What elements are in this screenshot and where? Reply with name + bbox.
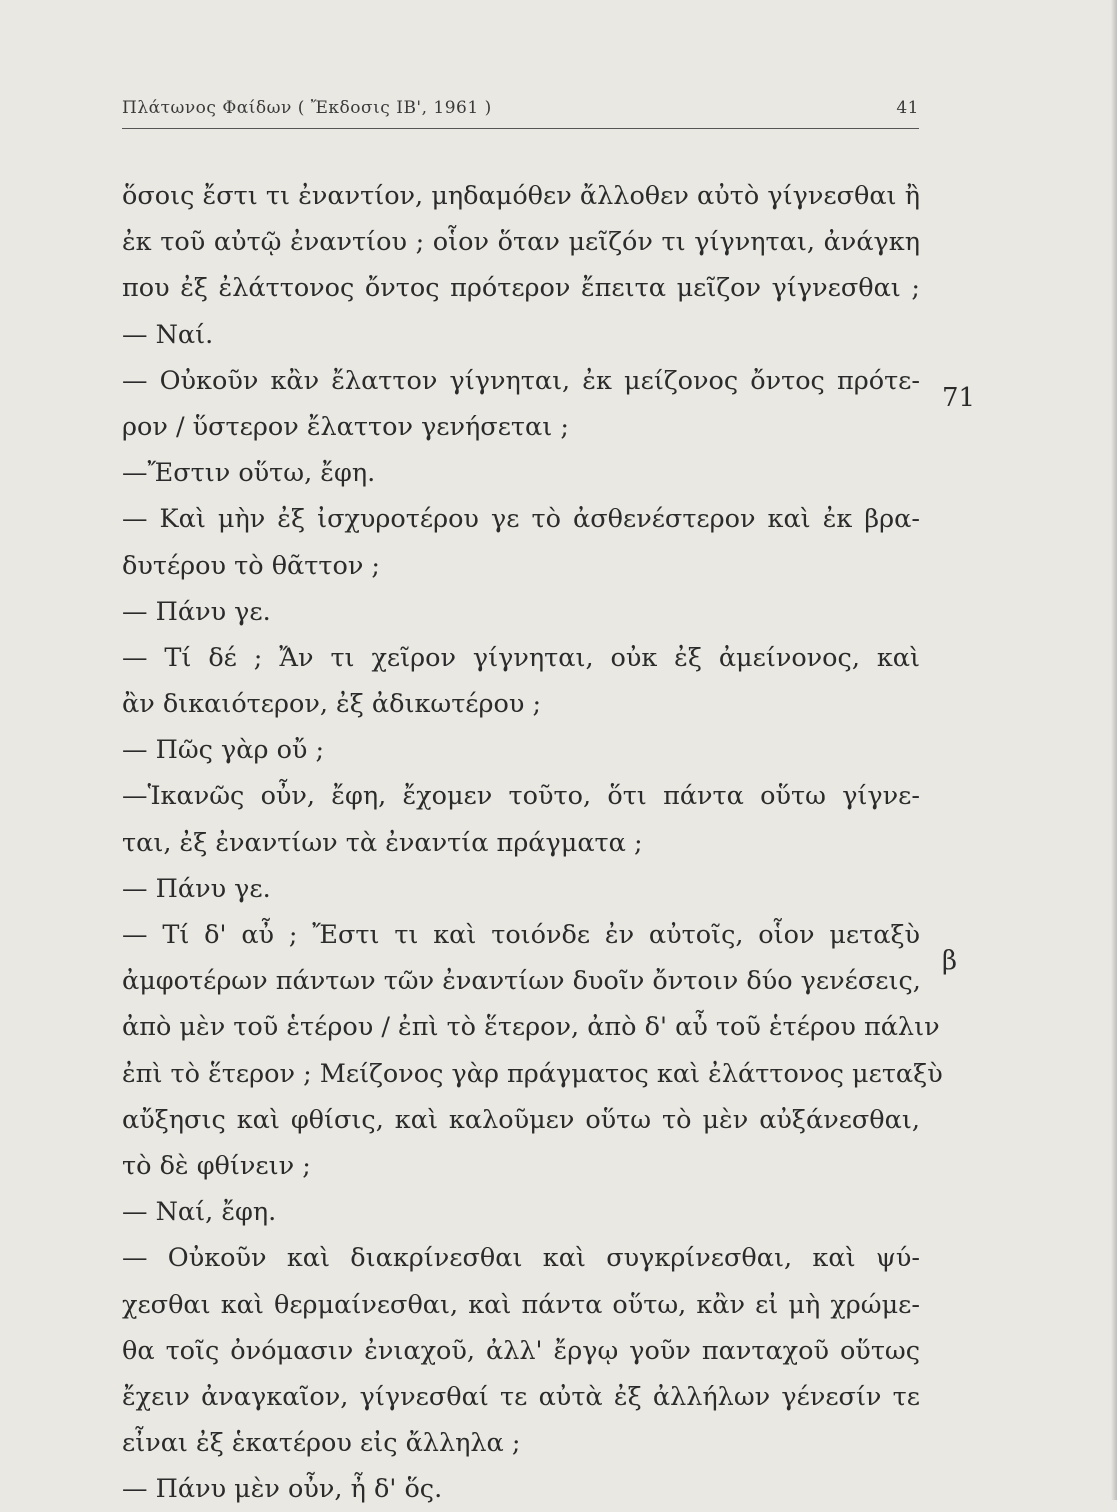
text-line: — Τί δ' αὖ ; Ἔστι τι καὶ τοιόνδε ἐν αὐτοῖς, οἷον μεταξὺ — [122, 920, 920, 950]
text-line: — Οὐκοῦν κἂν ἔλαττον γίγνηται, ἐκ μείζονος ὄντος πρότε- — [122, 365, 920, 396]
text-line: θα τοῖς ὀνόμασιν ἐνιαχοῦ, ἀλλ' ἔργῳ γοῦν πανταχοῦ οὕτως — [122, 1335, 920, 1366]
text-line: ἀπὸ μὲν τοῦ ἑτέρου / ἐπὶ τὸ ἕτερον, ἀπὸ δ' αὖ τοῦ ἑτέρου πάλιν — [122, 1012, 940, 1043]
text-line: — Πάνυ μὲν οὖν, ἦ δ' ὅς. — [122, 1474, 443, 1505]
text-line: — Τί δέ ; Ἄν τι χεῖρον γίγνηται, οὐκ ἐξ ἀμείνονος, καὶ — [122, 642, 920, 673]
margin-stephanus-71: 71 — [942, 383, 976, 413]
text-line: — Πάνυ γε. — [122, 873, 271, 904]
text-line: ὅσοις ἔστι τι ἐναντίον, μηδαμόθεν ἄλλοθεν αὐτὸ γίγνεσθαι ἢ — [122, 181, 920, 211]
margin-stephanus-b: β — [942, 946, 958, 976]
text-line: ρον / ὕστερον ἔλαττον γενήσεται ; — [122, 411, 569, 442]
text-line: εἶναι ἐξ ἑκατέρου εἰς ἄλληλα ; — [122, 1428, 521, 1459]
text-line: ἐπὶ τὸ ἕτερον ; Μείζονος γὰρ πράγματος καὶ ἐλάττονος μεταξὺ — [122, 1058, 943, 1089]
text-line: — Πάνυ γε. — [122, 596, 271, 627]
text-line: ἔχειν ἀναγκαῖον, γίγνεσθαί τε αὐτὰ ἐξ ἀλλήλων γένεσίν τε — [122, 1381, 920, 1412]
text-line: που ἐξ ἐλάττονος ὄντος πρότερον ἔπειτα μεῖζον γίγνεσθαι ; — [122, 273, 920, 304]
text-line: — Ναί. — [122, 319, 214, 350]
text-line: ἂν δικαιότερον, ἐξ ἀδικωτέρου ; — [122, 689, 542, 720]
header-rule — [122, 128, 919, 129]
text-line: — Οὐκοῦν καὶ διακρίνεσθαι καὶ συγκρίνεσθαι, καὶ ψύ- — [122, 1243, 920, 1274]
text-line: — Πῶς γὰρ οὔ ; — [122, 735, 325, 766]
text-line: ἐκ τοῦ αὐτῷ ἐναντίου ; οἷον ὅταν μεῖζόν τι γίγνηται, ἀνάγκη — [122, 227, 920, 258]
running-head — [122, 98, 919, 128]
text-line: αὔξησις καὶ φθίσις, καὶ καλοῦμεν οὕτω τὸ μὲν αὐξάνεσθαι, — [122, 1104, 920, 1135]
page-edge-shadow — [1111, 0, 1117, 1500]
page-number: 41 — [896, 98, 919, 118]
text-line: δυτέρου τὸ θᾶττον ; — [122, 550, 381, 581]
running-head-title: Πλάτωνος Φαίδων ( Ἔκδοσις ΙΒ', 1961 ) — [122, 98, 492, 118]
text-line: χεσθαι καὶ θερμαίνεσθαι, καὶ πάντα οὕτω, κἂν εἰ μὴ χρώμε- — [122, 1289, 920, 1320]
text-line: — Καὶ μὴν ἐξ ἰσχυροτέρου γε τὸ ἀσθενέστερον καὶ ἐκ βρα- — [122, 504, 920, 535]
dialogue-text — [122, 173, 943, 1512]
text-line: τὸ δὲ φθίνειν ; — [122, 1150, 311, 1181]
text-line: ται, ἐξ ἐναντίων τὰ ἐναντία πράγματα ; — [122, 827, 643, 858]
text-line: — Ναί, ἔφη. — [122, 1197, 277, 1228]
text-line: —Ἔστιν οὕτω, ἔφη. — [122, 458, 376, 489]
text-line: —Ἱκανῶς οὖν, ἔφη, ἔχομεν τοῦτο, ὅτι πάντα οὕτω γίγνε- — [122, 781, 920, 812]
text-line: ἀμφοτέρων πάντων τῶν ἐναντίων δυοῖν ὄντοιν δύο γενέσεις, — [122, 966, 921, 997]
